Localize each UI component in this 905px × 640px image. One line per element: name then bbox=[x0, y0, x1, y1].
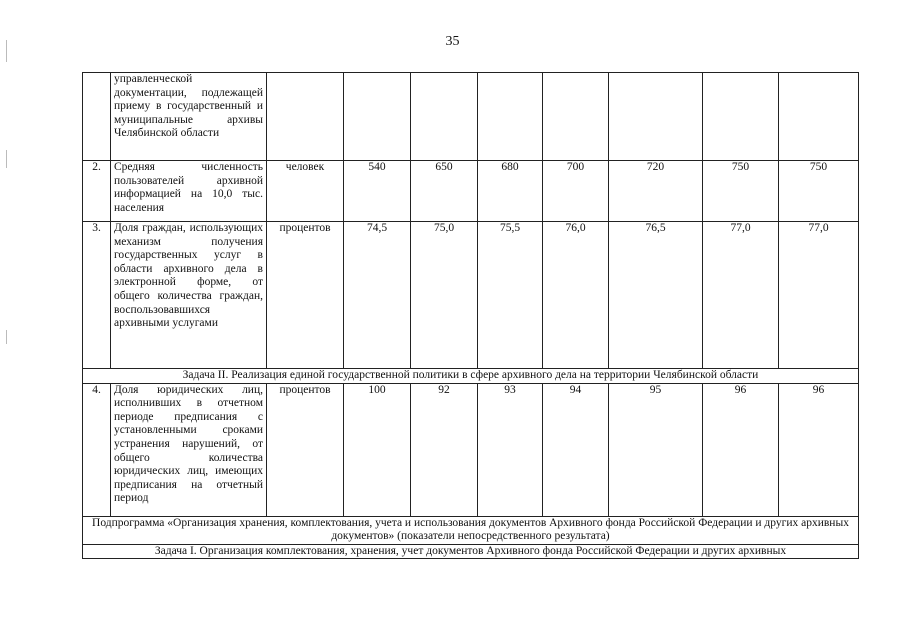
page-number: 35 bbox=[445, 34, 460, 49]
value-cell: 720 bbox=[609, 161, 703, 222]
value-cell: 93 bbox=[478, 383, 543, 516]
value-cell: 92 bbox=[411, 383, 478, 516]
value-cell: 750 bbox=[779, 161, 859, 222]
subprogram-heading: Подпрограмма «Организация хранения, комплектования, учета и использования документов Архивного фонда Российской Федерации и других архивных документов» (показатели непосредственного результата) bbox=[83, 516, 859, 544]
value-cell: 77,0 bbox=[779, 222, 859, 369]
table-row bbox=[83, 161, 859, 222]
section-heading-row bbox=[83, 544, 859, 559]
value-cell: 94 bbox=[543, 383, 609, 516]
indicator-name-cell: Доля граждан, использующих механизм получения государственных услуг в области архивного дела в электронной форме, от общего количества граждан, воспользовавшихся архивными услугами bbox=[111, 222, 267, 369]
value-cell: 95 bbox=[609, 383, 703, 516]
unit-cell: человек bbox=[267, 161, 344, 222]
value-cell: 700 bbox=[543, 161, 609, 222]
value-cell: 76,0 bbox=[543, 222, 609, 369]
row-number-cell: 2. bbox=[83, 161, 111, 222]
value-cell: 75,0 bbox=[411, 222, 478, 369]
value-cell: 77,0 bbox=[703, 222, 779, 369]
section-heading: Задача I. Организация комплектования, хранения, учет документов Архивного фонда Российской Федерации и других архивных bbox=[83, 544, 859, 559]
value-cell: 540 bbox=[344, 161, 411, 222]
scan-margin-mark bbox=[6, 330, 7, 344]
row-number-cell: 4. bbox=[83, 383, 111, 516]
indicator-name-cell: управленческой документации, подлежащей приему в государственный и муниципальные архивы Челябинской области bbox=[111, 73, 267, 161]
unit-cell: процентов bbox=[267, 222, 344, 369]
scan-margin-mark bbox=[6, 150, 7, 168]
value-cell: 650 bbox=[411, 161, 478, 222]
value-cell: 76,5 bbox=[609, 222, 703, 369]
row-number-cell: 3. bbox=[83, 222, 111, 369]
value-cell bbox=[703, 73, 779, 161]
unit-cell bbox=[267, 73, 344, 161]
table-row bbox=[83, 222, 859, 369]
table-row bbox=[83, 383, 859, 516]
unit-cell: процентов bbox=[267, 383, 344, 516]
value-cell bbox=[478, 73, 543, 161]
indicator-name-cell: Средняя численность пользователей архивной информацией на 10,0 тыс. населения bbox=[111, 161, 267, 222]
value-cell: 96 bbox=[779, 383, 859, 516]
row-number-cell bbox=[83, 73, 111, 161]
value-cell: 680 bbox=[478, 161, 543, 222]
value-cell: 750 bbox=[703, 161, 779, 222]
indicator-name-cell: Доля юридических лиц, исполнивших в отчетном периоде предписания с установленными сроками устранения нарушений, от общего количества юридических лиц, имеющих предписания на отчетный период bbox=[111, 383, 267, 516]
value-cell bbox=[411, 73, 478, 161]
subprogram-heading-row bbox=[83, 516, 859, 544]
indicators-table-body bbox=[83, 73, 859, 559]
value-cell bbox=[344, 73, 411, 161]
value-cell bbox=[543, 73, 609, 161]
indicators-table bbox=[82, 72, 859, 559]
value-cell: 100 bbox=[344, 383, 411, 516]
value-cell bbox=[779, 73, 859, 161]
table-row bbox=[83, 73, 859, 161]
section-heading-row bbox=[83, 369, 859, 384]
value-cell bbox=[609, 73, 703, 161]
value-cell: 74,5 bbox=[344, 222, 411, 369]
value-cell: 96 bbox=[703, 383, 779, 516]
indicators-table-wrapper bbox=[82, 72, 858, 559]
section-heading: Задача II. Реализация единой государственной политики в сфере архивного дела на территории Челябинской области bbox=[83, 369, 859, 384]
value-cell: 75,5 bbox=[478, 222, 543, 369]
